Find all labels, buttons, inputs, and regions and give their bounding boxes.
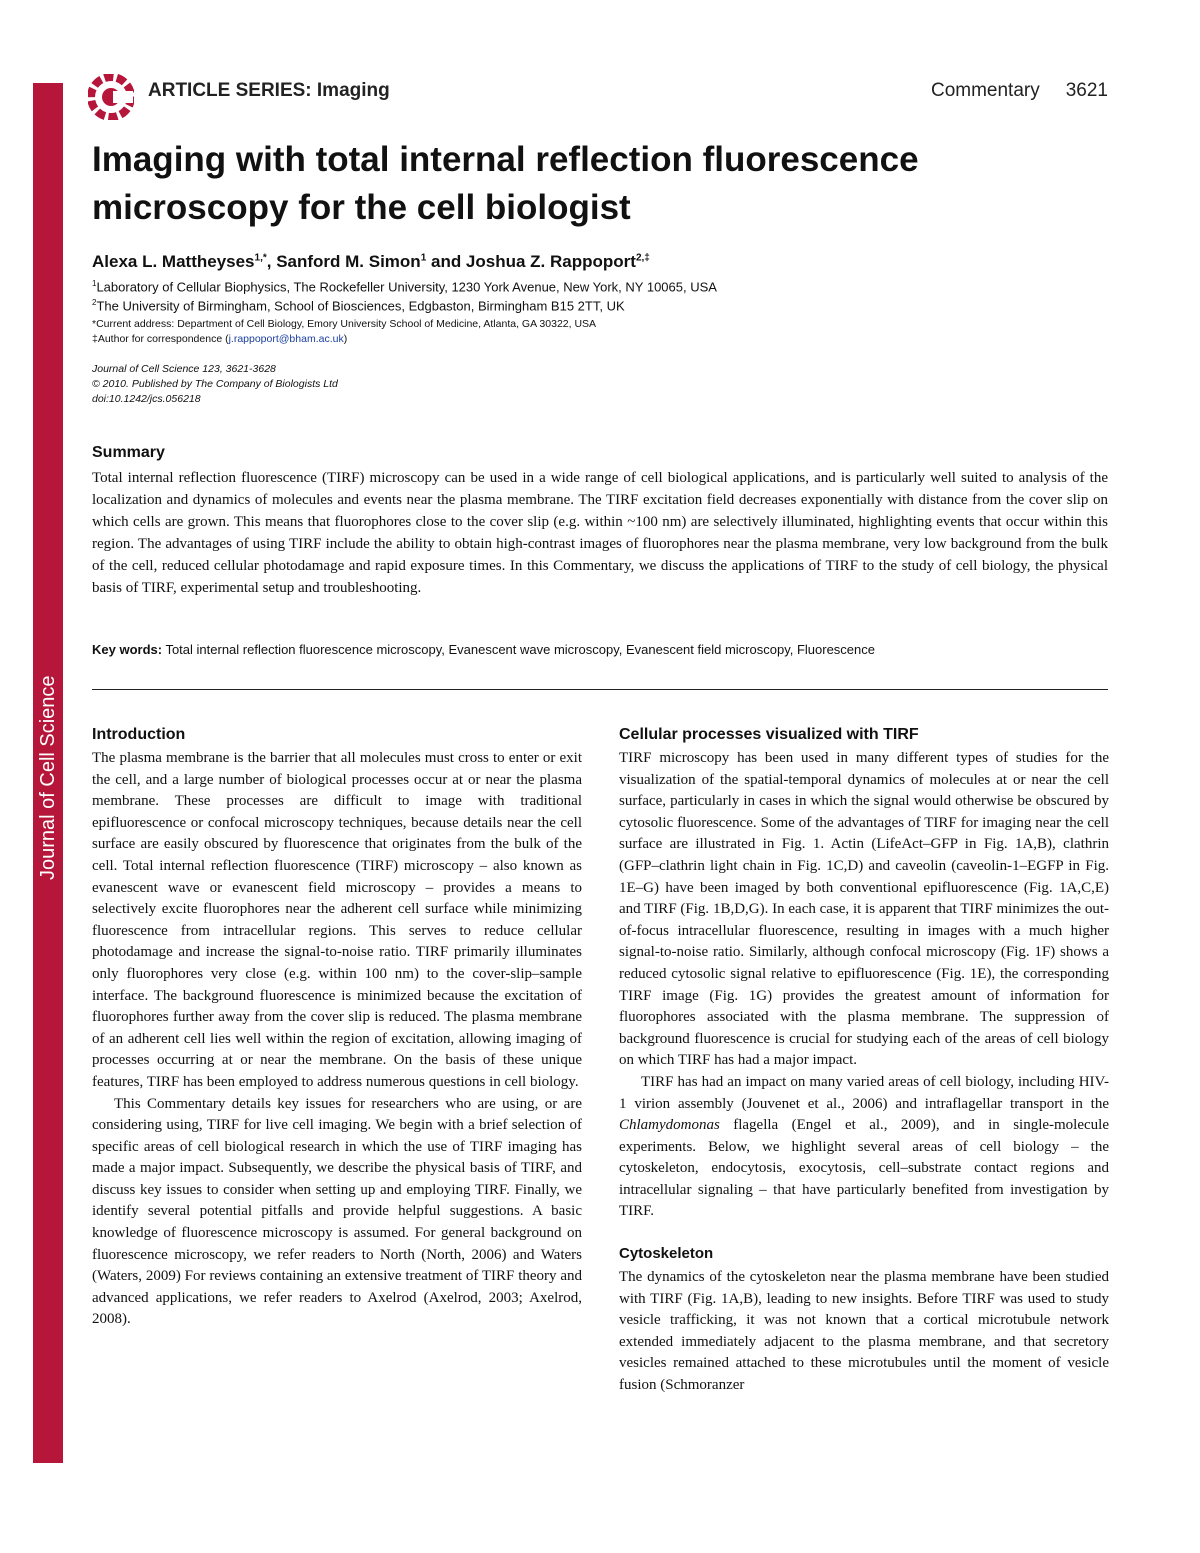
introduction-heading: Introduction (92, 726, 186, 743)
correspondence-prefix: ‡Author for correspondence ( (92, 333, 229, 345)
journal-copyright: © 2010. Published by The Company of Biologists Ltd (92, 378, 338, 390)
body-paragraph: The dynamics of the cytoskeleton near the plasma membrane have been studied with TIRF (Fig. 1A,B), leading to new insights. Before TIRF was used to study vesicle trafficking, it was not known that a cortical microtubule network extended immediately adjacent to the plasma membrane, and that secretory vesicles remained attached to these microtubules until the moment of vesicle fusion (Schmoranzer (619, 1269, 1109, 1394)
affiliation-mark: 1 (92, 279, 97, 288)
journal-sidebar-title: Journal of Cell Science (37, 675, 59, 880)
body-paragraph (619, 1072, 1109, 1223)
running-header-right (931, 80, 1108, 102)
article-series-label: ARTICLE SERIES: Imaging (148, 80, 390, 101)
author-name: , Sanford M. Simon (266, 252, 421, 271)
affiliation-1 (92, 279, 1092, 294)
body-paragraph: TIRF microscopy has been used in many different types of studies for the visualization of the spatial-temporal dynamics of molecules at or near the cell surface, particularly in cases in which the signal would otherwise be obscured by cytosolic fluorescence. Some of the advantages of TIRF for imaging near the cell surface are illustrated in Fig. 1. Actin (LifeAct–GFP in Fig. 1A,B), clathrin (GFP–clathrin light chain in Fig. 1C,D) and caveolin (caveolin-1–EGFP in Fig. 1E–G) have been imaged by both conventional epifluorescence (Fig. 1A,C,E) and TIRF (Fig. 1B,D,G). In each case, it is apparent that TIRF minimizes the out-of-focus intracellular fluorescence, resulting in images with a much higher signal-to-noise ratio. Similarly, although confocal microscopy (Fig. 1F) shows a reduced cytosolic signal relative to epifluorescence (Fig. 1E), the corresponding TIRF image (Fig. 1G) provides the greatest amount of information for fluorophores associated with the plasma membrane. The suppression of background fluorescence is crucial for studying each of the areas of cell biology on which TIRF has had a major impact. (619, 750, 1109, 1069)
summary-heading: Summary (92, 444, 165, 461)
journal-doi: doi:10.1242/jcs.056218 (92, 393, 201, 405)
author-affiliation-mark: 2,‡ (635, 252, 650, 264)
cellular-processes-heading: Cellular processes visualized with TIRF (619, 726, 919, 743)
section-divider (92, 689, 1108, 690)
current-address-note: *Current address: Department of Cell Biology, Emory University School of Medicine, Atlanta, GA 30322, USA (92, 318, 597, 330)
correspondence-note (92, 333, 1092, 345)
keywords-label: Key words: (92, 642, 163, 657)
correspondence-suffix: ) (343, 333, 348, 345)
species-name: Chlamydomonas (619, 1117, 720, 1134)
author-affiliation-mark: 1 (420, 252, 427, 264)
cytoskeleton-heading: Cytoskeleton (619, 1245, 714, 1263)
author-list (92, 252, 650, 272)
paragraph-segment: flagella (Engel et al., 2009), and in single-molecule experiments. Below, we highlight several areas of cell biology – the cytoskeleton, endocytosis, exocytosis, cell–substrate contact regions and intracellular signaling – that have particularly benefited from investigation by TIRF. (619, 1117, 1109, 1220)
paragraph-segment: TIRF has had an impact on many varied areas of cell biology, including HIV-1 virion assembly (Jouvenet et al., 2006) and intraflagellar transport in the (619, 1073, 1109, 1112)
journal-info (92, 362, 338, 407)
article-title: Imaging with total internal reflection fluorescence microscopy for the cell biologist (92, 140, 919, 227)
correspondence-email-link[interactable]: j.rappoport@bham.ac.uk (228, 333, 344, 345)
body-column-right (619, 724, 1109, 1397)
affiliation-text: Laboratory of Cellular Biophysics, The Rockefeller University, 1230 York Avenue, New York, NY 10065, USA (96, 279, 717, 295)
section-label: Commentary (930, 80, 1040, 101)
author-name: and Joshua Z. Rappoport (426, 252, 636, 271)
affiliation-text: The University of Birmingham, School of Biosciences, Edgbaston, Birmingham B15 2TT, UK (96, 298, 625, 314)
journal-logo-icon (88, 74, 134, 120)
body-paragraph: This Commentary details key issues for researchers who are using, or are considering using, TIRF for live cell imaging. We begin with a brief selection of specific areas of cell biological research in which the use of TIRF imaging has made a major impact. Subsequently, we describe the physical basis of TIRF, and discuss key issues to consider when setting up and employing TIRF. Finally, we identify several potential pitfalls and provide helpful suggestions. A basic knowledge of fluorescence microscopy is assumed. For general background on fluorescence microscopy, we refer readers to North (North, 2006) and Waters (Waters, 2009) For reviews containing an extensive treatment of TIRF theory and advanced applications, we refer readers to Axelrod (Axelrod, 2003; Axelrod, 2008). (92, 1095, 582, 1328)
body-column-left (92, 724, 582, 1331)
journal-citation: Journal of Cell Science 123, 3621-3628 (92, 363, 276, 375)
keywords-text: Total internal reflection fluorescence microscopy, Evanescent wave microscopy, Evanescent field microscopy, Fluorescence (162, 642, 875, 657)
author-name: Alexa L. Mattheyses (92, 252, 255, 271)
author-affiliation-mark: 1,* (254, 252, 267, 264)
body-paragraph: The plasma membrane is the barrier that all molecules must cross to enter or exit the cell, and a large number of biological processes occur at or near the plasma membrane. These processes are difficult to image with traditional epifluorescence or confocal microscopy techniques, because details near the cell surface are easily obscured by fluorescence that originates from the bulk of the cell. Total internal reflection fluorescence (TIRF) microscopy – also known as evanescent wave or evanescent field microscopy – provides a means to selectively excite fluorophores near the adherent cell surface while minimizing fluorescence from intracellular regions. This serves to reduce cellular photodamage and increase the signal-to-noise ratio. TIRF primarily illuminates only fluorophores very close (e.g. within 100 nm) to the cover-slip–sample interface. The background fluorescence is minimized because the excitation of fluorophores further away from the cover slip is reduced. The plasma membrane of an adherent cell lies well within the region of excitation, allowing imaging of processes occurring at or near the membrane. On the basis of these unique features, TIRF has been employed to address numerous questions in cell biology. (92, 750, 582, 1090)
affiliation-mark: 2 (92, 298, 97, 307)
page-number: 3621 (1065, 80, 1108, 101)
summary-text: Total internal reflection fluorescence (TIRF) microscopy can be used in a wide range of cell biological applications, and is particularly well suited to analysis of the localization and dynamics of molecules and events near the plasma membrane. The TIRF excitation field decreases exponentially with distance from the cover slip on which cells are grown. This means that fluorophores close to the cover slip (e.g. within ~100 nm) are selectively illuminated, highlighting events that occur within this region. The advantages of using TIRF include the ability to obtain high-contrast images of fluorophores near the plasma membrane, very low background from the bulk of the cell, reduced cellular photodamage and rapid exposure times. In this Commentary, we discuss the applications of TIRF to the study of cell biology, the physical basis of TIRF, experimental setup and troubleshooting. (92, 470, 1108, 596)
keywords (92, 642, 1108, 657)
affiliation-2 (92, 298, 1092, 313)
